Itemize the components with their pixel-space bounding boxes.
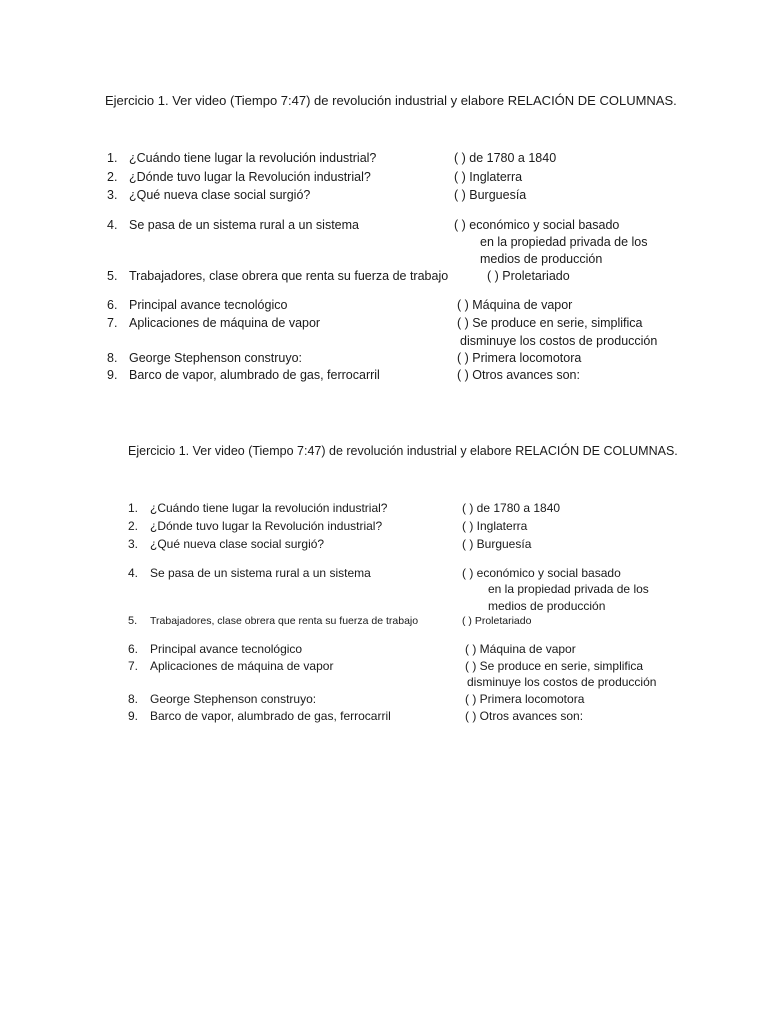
question-number: 1. — [107, 151, 118, 165]
answer-option: ( ) de 1780 a 1840 — [454, 151, 557, 165]
question-text: Barco de vapor, alumbrado de gas, ferrocarril — [150, 709, 391, 723]
answer-option: ( ) Se produce en serie, simplifica — [465, 659, 644, 673]
answer-option: ( ) Primera locomotora — [465, 692, 585, 706]
question-text: Aplicaciones de máquina de vapor — [150, 659, 334, 673]
question-text: Trabajadores, clase obrera que renta su fuerza de trabajo — [129, 269, 449, 283]
exercise-title: Ejercicio 1. Ver video (Tiempo 7:47) de revolución industrial y elabore RELACIÓN DE COLUMNAS. — [128, 444, 678, 458]
answer-option: ( ) Máquina de vapor — [457, 298, 573, 312]
answer-option: ( ) Se produce en serie, simplifica — [457, 316, 643, 330]
question-text: Principal avance tecnológico — [150, 642, 303, 656]
question-text: Barco de vapor, alumbrado de gas, ferrocarril — [129, 368, 380, 382]
question-text: George Stephenson construyo: — [129, 351, 303, 365]
question-number: 7. — [107, 316, 118, 330]
answer-option: ( ) Inglaterra — [462, 519, 528, 533]
exercise-title: Ejercicio 1. Ver video (Tiempo 7:47) de revolución industrial y elabore RELACIÓN DE COLUMNAS. — [105, 93, 677, 108]
question-text: George Stephenson construyo: — [150, 692, 317, 706]
question-number: 4. — [107, 218, 118, 232]
answer-option: ( ) Proletariado — [487, 269, 570, 283]
question-text: ¿Cuándo tiene lugar la revolución industrial? — [150, 501, 388, 515]
answer-continuation: en la propiedad privada de los — [488, 582, 649, 596]
question-number: 8. — [128, 692, 139, 706]
answer-continuation: medios de producción — [488, 599, 606, 613]
question-text: ¿Qué nueva clase social surgió? — [129, 188, 311, 202]
answer-option: ( ) Burguesía — [462, 537, 532, 551]
question-number: 8. — [107, 351, 118, 365]
question-number: 7. — [128, 659, 139, 673]
answer-continuation: disminuye los costos de producción — [460, 334, 658, 348]
question-text: Se pasa de un sistema rural a un sistema — [150, 566, 371, 580]
question-text: Aplicaciones de máquina de vapor — [129, 316, 321, 330]
answer-option: ( ) Inglaterra — [454, 170, 523, 184]
question-number: 9. — [128, 709, 139, 723]
question-text: ¿Dónde tuvo lugar la Revolución industrial? — [129, 170, 371, 184]
question-number: 5. — [107, 269, 118, 283]
answer-option: ( ) Primera locomotora — [457, 351, 582, 365]
question-number: 5. — [128, 615, 138, 627]
question-number: 4. — [128, 566, 139, 580]
question-number: 9. — [107, 368, 118, 382]
answer-continuation: disminuye los costos de producción — [467, 675, 657, 689]
answer-option: ( ) Otros avances son: — [465, 709, 584, 723]
question-text: Trabajadores, clase obrera que renta su fuerza de trabajo — [150, 615, 419, 627]
question-number: 3. — [107, 188, 118, 202]
question-number: 3. — [128, 537, 139, 551]
question-number: 6. — [128, 642, 139, 656]
question-text: ¿Dónde tuvo lugar la Revolución industrial? — [150, 519, 383, 533]
answer-option: ( ) Proletariado — [462, 615, 532, 627]
question-number: 2. — [128, 519, 139, 533]
answer-option: ( ) Otros avances son: — [457, 368, 580, 382]
question-text: ¿Cuándo tiene lugar la revolución industrial? — [129, 151, 377, 165]
answer-option: ( ) económico y social basado — [462, 566, 621, 580]
question-text: Se pasa de un sistema rural a un sistema — [129, 218, 359, 232]
answer-option: ( ) de 1780 a 1840 — [462, 501, 561, 515]
answer-continuation: medios de producción — [480, 252, 603, 266]
question-number: 2. — [107, 170, 118, 184]
question-number: 6. — [107, 298, 118, 312]
answer-option: ( ) económico y social basado — [454, 218, 620, 232]
answer-option: ( ) Máquina de vapor — [465, 642, 576, 656]
answer-option: ( ) Burguesía — [454, 188, 527, 202]
answer-continuation: en la propiedad privada de los — [480, 235, 648, 249]
question-number: 1. — [128, 501, 139, 515]
question-text: ¿Qué nueva clase social surgió? — [150, 537, 325, 551]
question-text: Principal avance tecnológico — [129, 298, 288, 312]
